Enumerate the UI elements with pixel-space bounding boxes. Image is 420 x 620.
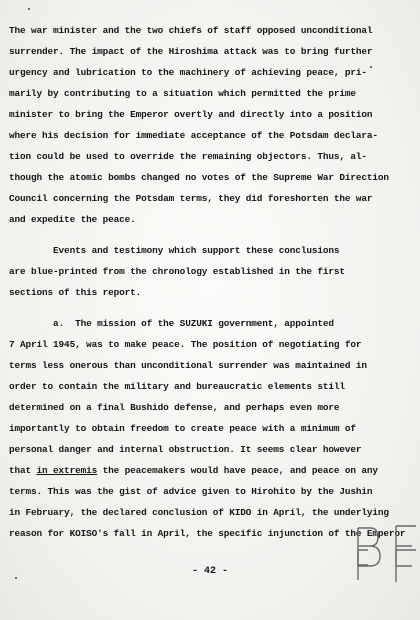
text-line: 7 April 1945, was to make peace. The position of negotiating for — [9, 339, 362, 350]
text-segment: the peacemakers would have peace, and peace on any — [97, 465, 378, 476]
text-line: in February, the declared conclusion of KIDO in April, the underlying — [9, 507, 389, 518]
text-line: minister to bring the Emperor overtly and directly into a position — [9, 109, 373, 120]
text-line: surrender. The impact of the Hiroshima attack was to bring further — [9, 46, 373, 57]
library-stamp — [352, 520, 420, 584]
text-line: The war minister and the two chiefs of staff opposed unconditional — [9, 25, 373, 36]
text-line: marily by contributing to a situation which permitted the prime — [9, 88, 356, 99]
text-line: Events and testimony which support these conclusions — [9, 245, 340, 256]
text-line: reason for KOISO's fall in April, the specific injunction of the Emperor — [9, 528, 406, 539]
text-line: sections of this report. — [9, 287, 142, 298]
text-line: order to contain the military and bureaucratic elements still — [9, 381, 345, 392]
text-line: terms. This was the gist of advice given to Hirohito by the Jushin — [9, 486, 373, 497]
text-line: tion could be used to override the remaining objectors. Thus, al- — [9, 151, 367, 162]
text-line: and expedite the peace. — [9, 214, 136, 225]
text-line: personal danger and internal obstruction. It seems clear however — [9, 444, 362, 455]
underlined-phrase: in extremis — [36, 465, 98, 476]
speck — [15, 577, 17, 579]
text-line: where his decision for immediate acceptance of the Potsdam declara- — [9, 130, 378, 141]
text-line: a. The mission of the SUZUKI government, appointed — [9, 318, 334, 329]
text-line-extremis — [9, 465, 378, 477]
text-line: urgency and lubrication to the machinery of achieving peace, pri- — [9, 67, 367, 78]
text-line: terms less onerous than unconditional surrender was maintained in — [9, 360, 367, 371]
text-line: determined on a final Bushido defense, and perhaps even more — [9, 402, 340, 413]
speck — [370, 66, 372, 68]
speck — [28, 8, 30, 10]
page-number: - 42 - — [191, 566, 228, 577]
text-segment: that — [9, 465, 37, 476]
text-line: Council concerning the Potsdam terms, they did foreshorten the war — [9, 193, 373, 204]
text-line: are blue-printed from the chronology established in the first — [9, 266, 345, 277]
text-line: though the atomic bombs changed no votes of the Supreme War Direction — [9, 172, 389, 183]
text-line: importantly to obtain freedom to create peace with a minimum of — [9, 423, 356, 434]
